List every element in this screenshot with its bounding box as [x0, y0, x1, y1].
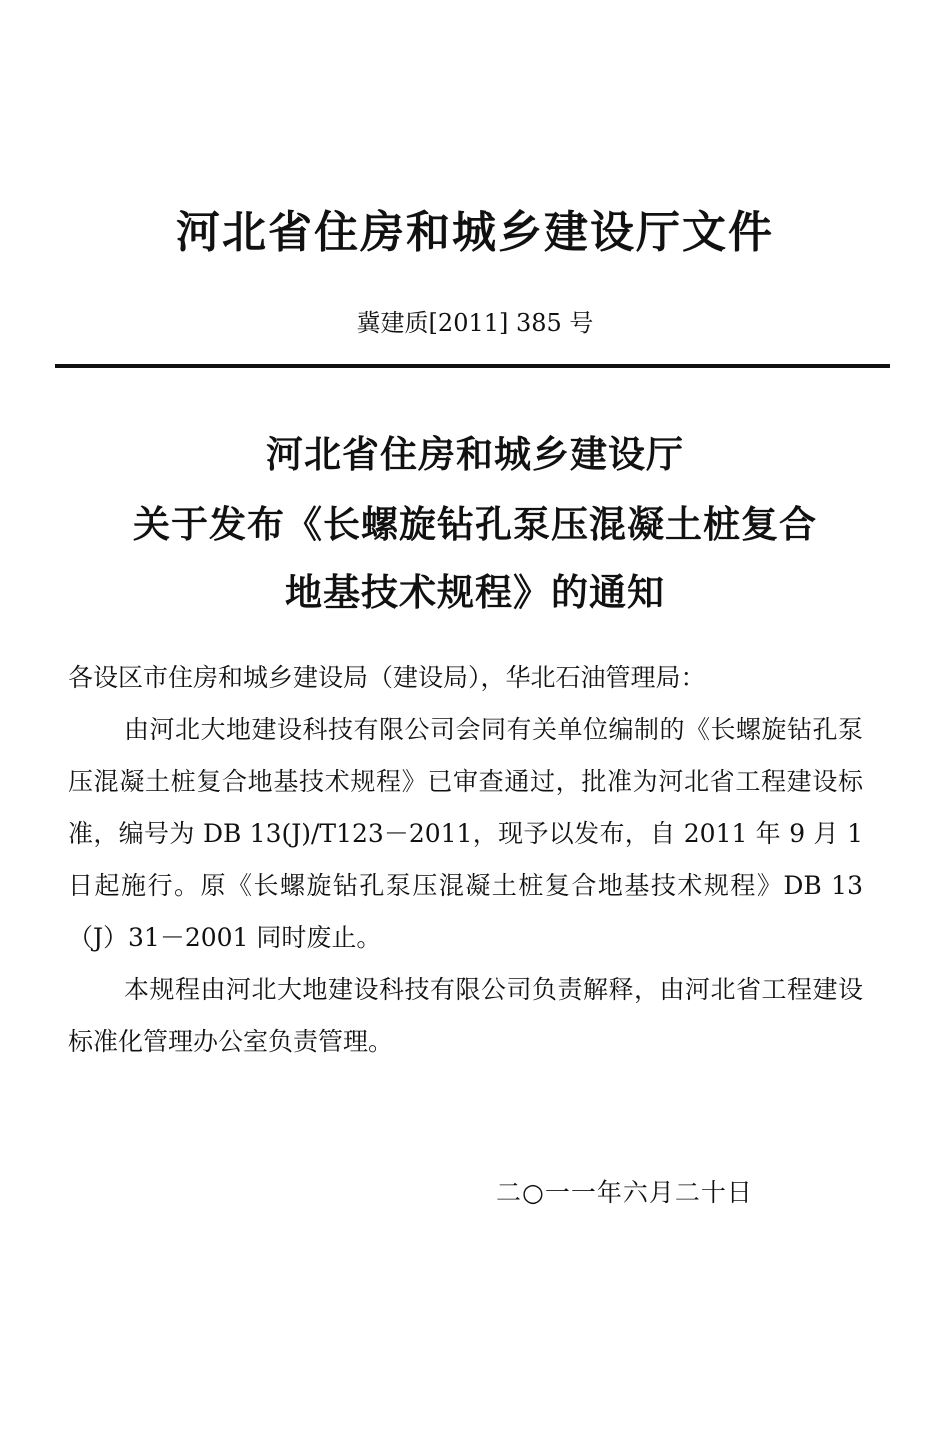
salutation: 各设区市住房和城乡建设局（建设局），华北石油管理局： — [68, 663, 706, 692]
issue-date: 二○一一年六月二十日 — [496, 1178, 753, 1207]
document-number: 冀建质[2011] 385 号 — [356, 309, 594, 337]
body-paragraph-1: 由河北大地建设科技有限公司会同有关单位编制的《长螺旋钻孔泵压混凝土桩复合地基技术规程》已审查通过，批准为河北省工程建设标准，编号为 DB 13(J)/T123－2011，现予以发布，自 2011 年 9 月 1 日起施行。原《长螺旋钻孔泵压混凝土桩复合地基技术规程》DB 13（J）31－2001 同时废止。 — [68, 715, 863, 952]
body-paragraph-2: 本规程由河北大地建设科技有限公司负责解释，由河北省工程建设标准化管理办公室负责管理。 — [68, 975, 863, 1056]
header-divider — [55, 364, 890, 368]
notice-title-line-3: 地基技术规程》的通知 — [285, 571, 665, 614]
notice-title-line-2: 关于发布《长螺旋钻孔泵压混凝土桩复合 — [133, 503, 817, 546]
notice-title-line-1: 河北省住房和城乡建设厅 — [266, 433, 684, 476]
issuer-header-title: 河北省住房和城乡建设厅文件 — [176, 207, 774, 258]
